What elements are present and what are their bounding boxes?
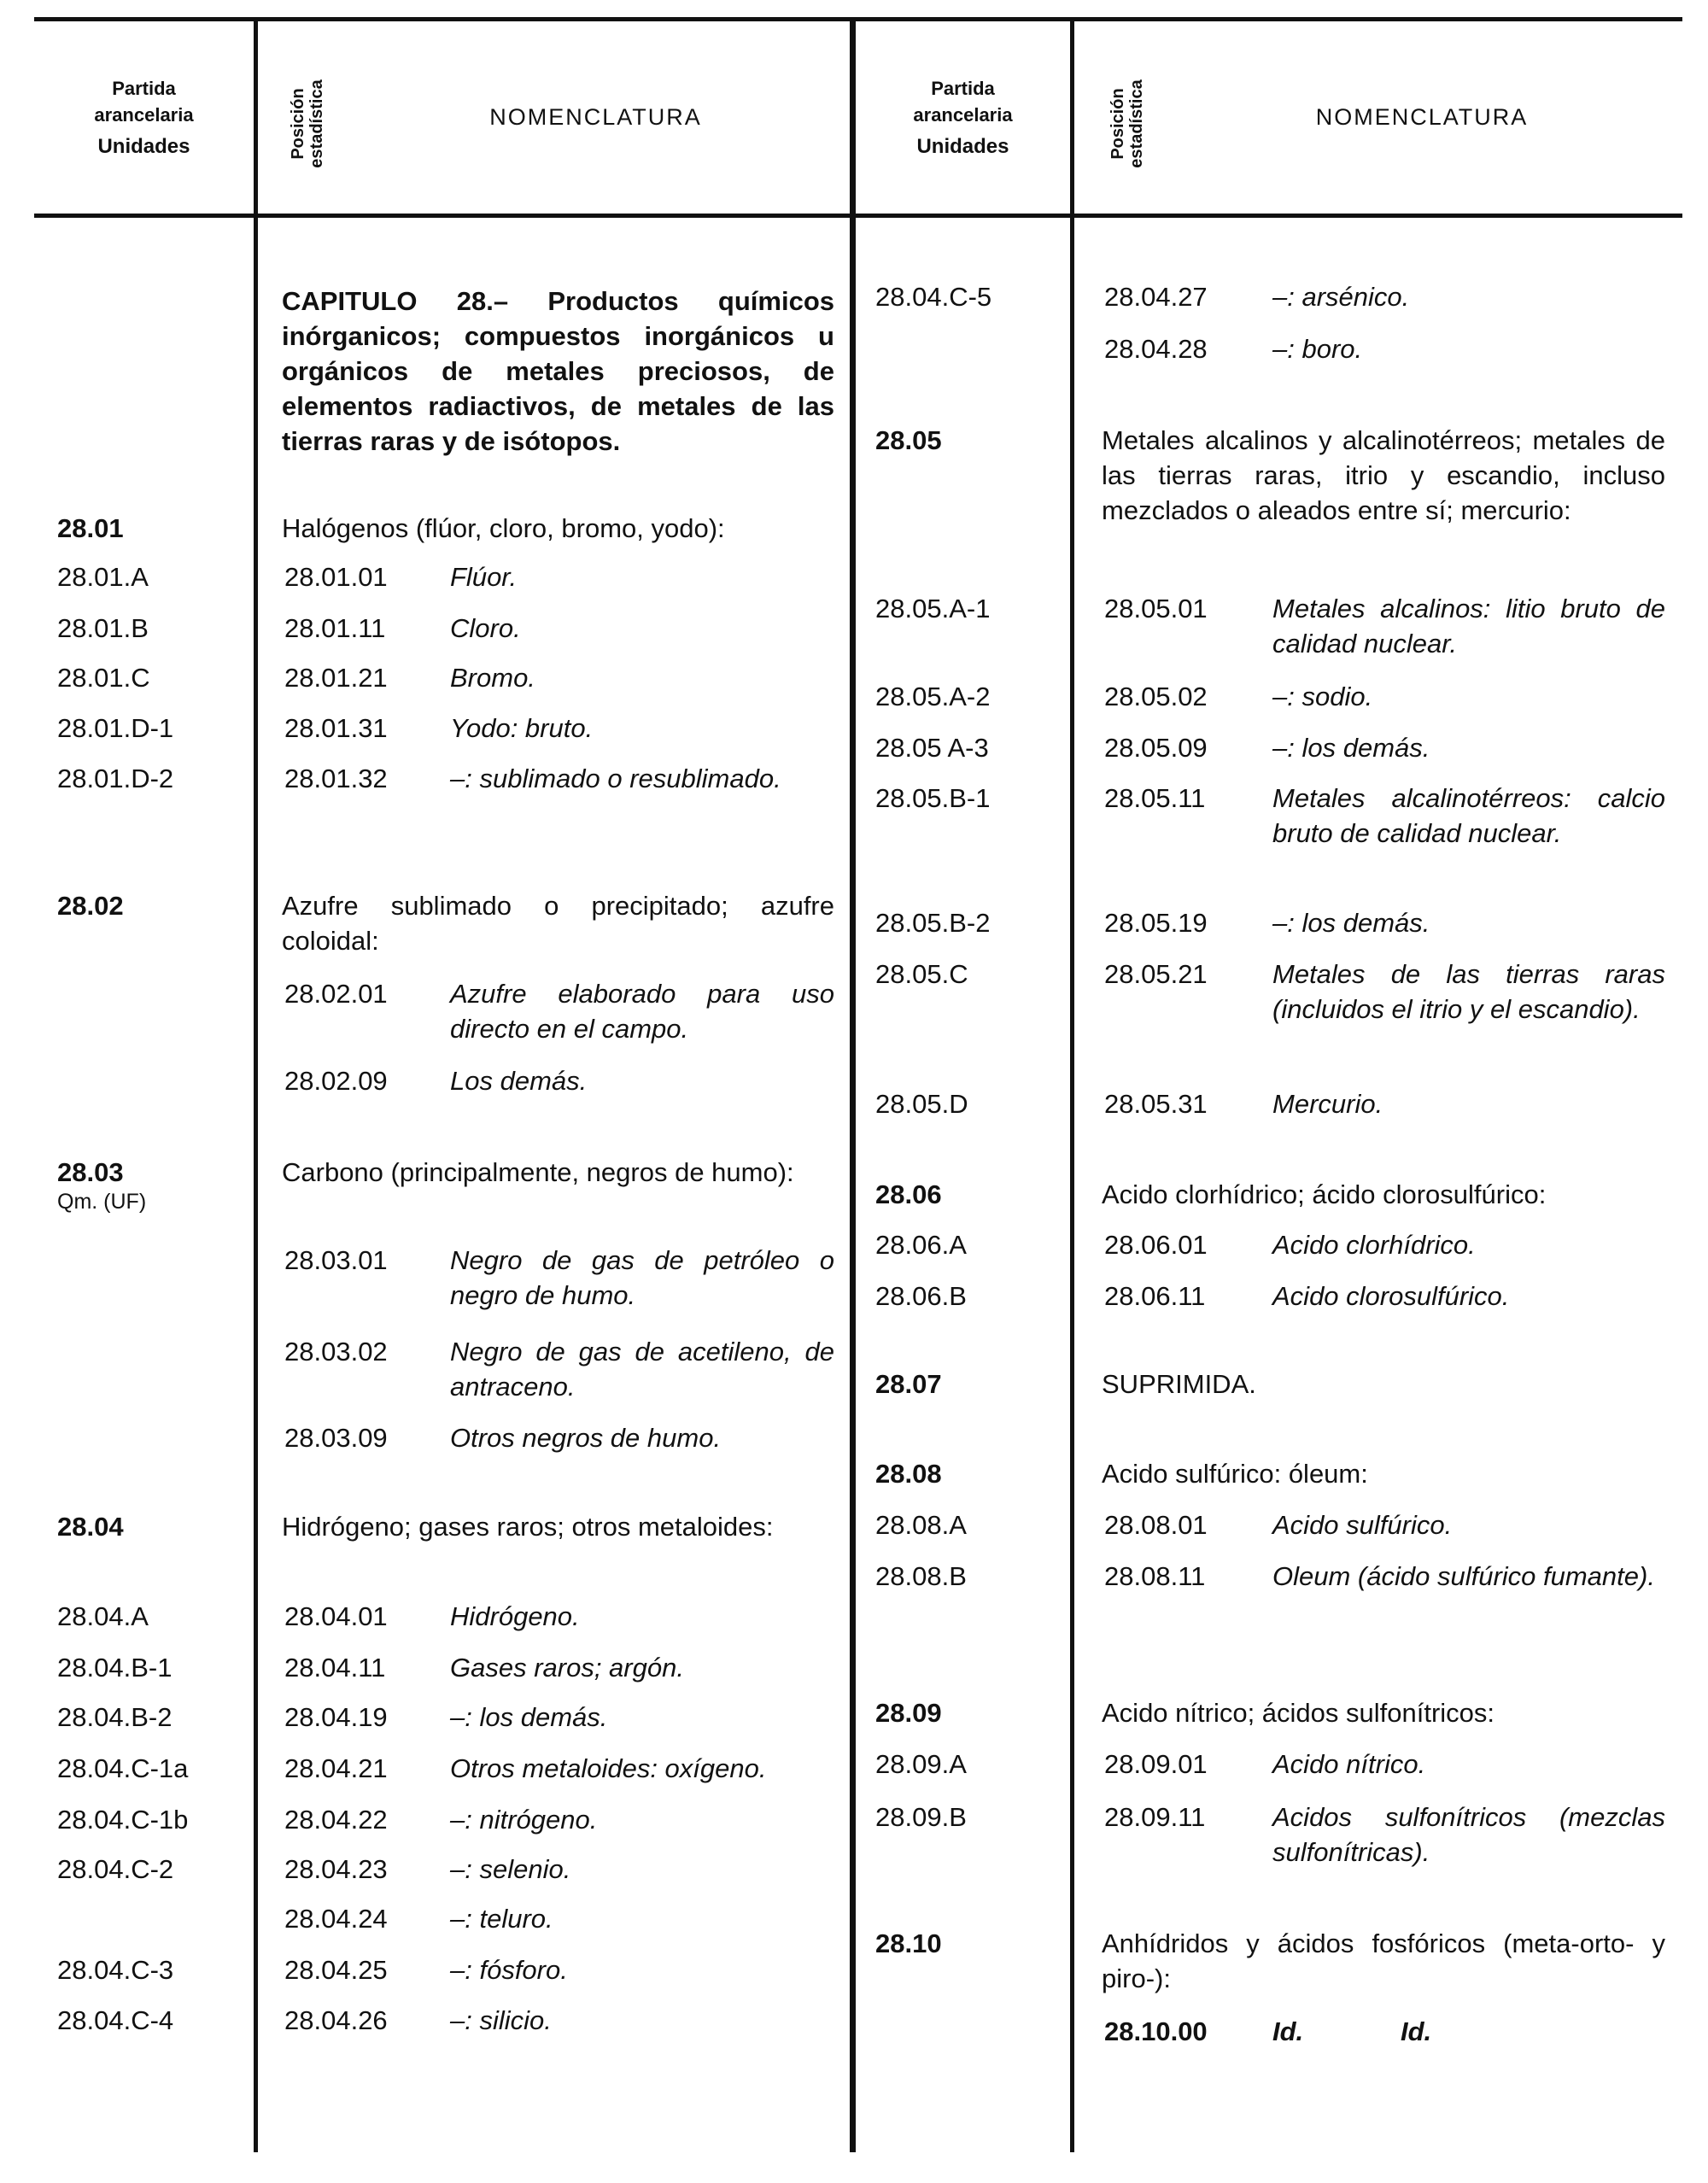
posicion-code: 28.04.21	[284, 1753, 388, 1783]
heading-description: Azufre sublimado o precipitado; azufre coloidal:	[282, 891, 834, 956]
partida-heading: 28.07	[875, 1369, 942, 1399]
posicion-code: 28.05.09	[1104, 733, 1208, 763]
column-divider-1	[254, 17, 258, 2152]
posicion-code: 28.02.09	[284, 1066, 388, 1096]
item-description: –: arsénico.	[1272, 282, 1410, 312]
partida-heading: 28.03	[57, 1157, 124, 1187]
item-description: –: teluro.	[450, 1904, 553, 1934]
header-partida-label: Partida	[112, 77, 176, 99]
posicion-code: 28.04.01	[284, 1601, 388, 1631]
header-posicion-line-2: estadística	[1127, 79, 1146, 168]
item-description: –: los demás.	[1272, 908, 1430, 938]
posicion-code: 28.05.19	[1104, 908, 1208, 938]
posicion-code: 28.03.01	[284, 1245, 388, 1275]
partida-code: 28.01.D-1	[57, 713, 174, 743]
item-description-repeat: Id.	[1401, 2016, 1432, 2046]
item-description: Yodo: bruto.	[450, 713, 594, 743]
heading-description: Acido sulfúrico: óleum:	[1102, 1459, 1368, 1489]
posicion-code: 28.04.25	[284, 1955, 388, 1985]
item-description: –: sublimado o resublimado.	[450, 764, 781, 793]
partida-code: 28.04.B-2	[57, 1702, 173, 1732]
item-description: –: silicio.	[450, 2005, 552, 2035]
header-nomenclatura-left	[342, 20, 850, 214]
header-posicion-right	[1097, 51, 1157, 196]
posicion-code: 28.05.11	[1104, 783, 1206, 813]
posicion-code: 28.06.11	[1104, 1281, 1206, 1311]
posicion-code: 28.05.01	[1104, 594, 1208, 623]
posicion-code: 28.04.24	[284, 1904, 388, 1934]
partida-code: 28.01.D-2	[57, 764, 174, 793]
item-description: Acidos sulfonítricos (mezclas sulfonítricas).	[1272, 1802, 1665, 1867]
item-description: –: los demás.	[1272, 733, 1430, 763]
posicion-code: 28.03.09	[284, 1423, 388, 1453]
posicion-code: 28.03.02	[284, 1337, 388, 1367]
posicion-code: 28.04.19	[284, 1702, 388, 1732]
item-description: Acido nítrico.	[1272, 1749, 1426, 1779]
header-nomenclatura-label: NOMENCLATURA	[1315, 103, 1529, 130]
heading-description: Carbono (principalmente, negros de humo):	[282, 1157, 794, 1187]
posicion-code: 28.05.31	[1104, 1089, 1208, 1119]
item-description: Otros metaloides: oxígeno.	[450, 1753, 767, 1783]
item-description: Metales alcalinos: litio bruto de calidad nuclear.	[1272, 594, 1665, 658]
item-description: Cloro.	[450, 613, 521, 643]
item-description: –: fósforo.	[450, 1955, 568, 1985]
partida-code: 28.05.B-1	[875, 783, 991, 813]
item-description: Bromo.	[450, 663, 535, 693]
item-description: –: sodio.	[1272, 682, 1373, 711]
partida-code: 28.08.B	[875, 1561, 967, 1591]
item-description: Hidrógeno.	[450, 1601, 580, 1631]
item-description: Oleum (ácido sulfúrico fumante).	[1272, 1561, 1655, 1591]
header-partida-left	[34, 20, 254, 214]
partida-code: 28.04.C-4	[57, 2005, 174, 2035]
item-description: Id.	[1272, 2016, 1304, 2046]
item-description: Gases raros; argón.	[450, 1653, 684, 1683]
header-unidades-label: Unidades	[916, 134, 1009, 158]
partida-heading: 28.05	[875, 425, 942, 455]
posicion-code: 28.01.11	[284, 613, 386, 643]
header-partida-right	[856, 20, 1070, 214]
header-bottom-rule	[34, 214, 1682, 218]
header-arancelaria-label: arancelaria	[94, 103, 194, 126]
partida-code: 28.04.C-1b	[57, 1805, 189, 1835]
partida-code: 28.04.B-1	[57, 1653, 173, 1683]
item-description: Negro de gas de acetileno, de antraceno.	[450, 1337, 834, 1402]
item-description: Acido clorosulfúrico.	[1272, 1281, 1510, 1311]
column-divider-3	[1070, 17, 1074, 2152]
item-description: Azufre elaborado para uso directo en el campo.	[450, 979, 834, 1044]
partida-code: 28.09.B	[875, 1802, 967, 1832]
partida-code: 28.04.C-1a	[57, 1753, 189, 1783]
header-nomenclatura-label: NOMENCLATURA	[489, 103, 702, 130]
heading-description: Acido nítrico; ácidos sulfonítricos:	[1102, 1698, 1495, 1728]
item-description: Mercurio.	[1272, 1089, 1383, 1119]
column-divider-center	[850, 17, 856, 2152]
item-description: Metales de las tierras raras (incluidos el itrio y el escandio).	[1272, 959, 1665, 1024]
heading-description: Halógenos (flúor, cloro, bromo, yodo):	[282, 513, 725, 543]
posicion-code: 28.08.01	[1104, 1510, 1208, 1540]
posicion-code: 28.02.01	[284, 979, 388, 1009]
partida-code: 28.04.C-5	[875, 282, 992, 312]
header-posicion-text	[289, 79, 326, 167]
partida-code: 28.05.A-1	[875, 594, 991, 623]
item-description: Metales alcalinotérreos: calcio bruto de calidad nuclear.	[1272, 783, 1665, 848]
posicion-code: 28.04.28	[1104, 334, 1208, 364]
posicion-code: 28.04.11	[284, 1653, 386, 1683]
partida-code: 28.05.D	[875, 1089, 968, 1119]
item-description: Acido sulfúrico.	[1272, 1510, 1453, 1540]
item-description: –: selenio.	[450, 1854, 571, 1884]
posicion-code: 28.04.26	[284, 2005, 388, 2035]
partida-heading: 28.09	[875, 1698, 942, 1728]
item-description: Otros negros de humo.	[450, 1423, 722, 1453]
partida-code: 28.05.C	[875, 959, 968, 989]
posicion-code: 28.05.02	[1104, 682, 1208, 711]
heading-description: Anhídridos y ácidos fosfóricos (meta-orto- y piro-):	[1102, 1928, 1665, 1993]
header-partida-label: Partida	[931, 77, 995, 99]
posicion-code: 28.01.21	[284, 663, 388, 693]
item-description: Negro de gas de petróleo o negro de humo.	[450, 1245, 834, 1310]
posicion-code: 28.04.27	[1104, 282, 1208, 312]
partida-heading: 28.01	[57, 513, 124, 543]
posicion-code: 28.04.23	[284, 1854, 388, 1884]
header-arancelaria-label: arancelaria	[913, 103, 1013, 126]
heading-description: Metales alcalinos y alcalinotérreos; metales de las tierras raras, itrio y escandio, incluso mezclados o aleados entre sí; mercurio:	[1102, 425, 1665, 525]
header-posicion-text	[1108, 79, 1146, 167]
partida-code: 28.05 A-3	[875, 733, 989, 763]
partida-unit: Qm. (UF)	[57, 1190, 147, 1214]
partida-code: 28.01.A	[57, 562, 149, 592]
chapter-title: CAPITULO 28.– Productos químicos inórganicos; compuestos inorgánicos u orgánicos de metales preciosos, de elementos radiactivos, de metales de las tierras raras y de isótopos.	[282, 286, 834, 456]
partida-code: 28.01.B	[57, 613, 149, 643]
partida-heading: 28.04	[57, 1512, 124, 1542]
partida-code: 28.04.A	[57, 1601, 149, 1631]
item-description: –: nitrógeno.	[450, 1805, 598, 1835]
partida-code: 28.01.C	[57, 663, 150, 693]
posicion-code: 28.05.21	[1104, 959, 1208, 989]
item-description: –: boro.	[1272, 334, 1363, 364]
header-unidades-label: Unidades	[97, 134, 190, 158]
heading-description: Acido clorhídrico; ácido clorosulfúrico:	[1102, 1179, 1547, 1209]
item-description: –: los demás.	[450, 1702, 608, 1732]
header-posicion-line-1: Posición	[289, 88, 307, 160]
item-description: Flúor.	[450, 562, 518, 592]
posicion-code: 28.01.32	[284, 764, 388, 793]
heading-description: Hidrógeno; gases raros; otros metaloides:	[282, 1512, 774, 1542]
item-description: Los demás.	[450, 1066, 588, 1096]
posicion-code: 28.09.11	[1104, 1802, 1206, 1832]
posicion-code: 28.01.01	[284, 562, 388, 592]
partida-code: 28.06.B	[875, 1281, 967, 1311]
posicion-code: 28.10.00	[1104, 2016, 1208, 2046]
header-posicion-line-2: estadística	[307, 79, 326, 168]
partida-code: 28.04.C-3	[57, 1955, 174, 1985]
header-posicion-left	[278, 51, 337, 196]
partida-code: 28.05.B-2	[875, 908, 991, 938]
header-nomenclatura-right	[1161, 20, 1682, 214]
header-posicion-line-1: Posición	[1108, 88, 1127, 160]
partida-code: 28.09.A	[875, 1749, 967, 1779]
posicion-code: 28.09.01	[1104, 1749, 1208, 1779]
partida-heading: 28.10	[875, 1928, 942, 1958]
partida-code: 28.06.A	[875, 1230, 967, 1260]
posicion-code: 28.06.01	[1104, 1230, 1208, 1260]
posicion-code: 28.08.11	[1104, 1561, 1206, 1591]
partida-code: 28.05.A-2	[875, 682, 991, 711]
partida-heading: 28.02	[57, 891, 124, 921]
item-description: Acido clorhídrico.	[1272, 1230, 1476, 1260]
posicion-code: 28.01.31	[284, 713, 388, 743]
partida-code: 28.08.A	[875, 1510, 967, 1540]
heading-description: SUPRIMIDA.	[1102, 1369, 1256, 1399]
posicion-code: 28.04.22	[284, 1805, 388, 1835]
partida-heading: 28.06	[875, 1179, 942, 1209]
partida-code: 28.04.C-2	[57, 1854, 174, 1884]
partida-heading: 28.08	[875, 1459, 942, 1489]
